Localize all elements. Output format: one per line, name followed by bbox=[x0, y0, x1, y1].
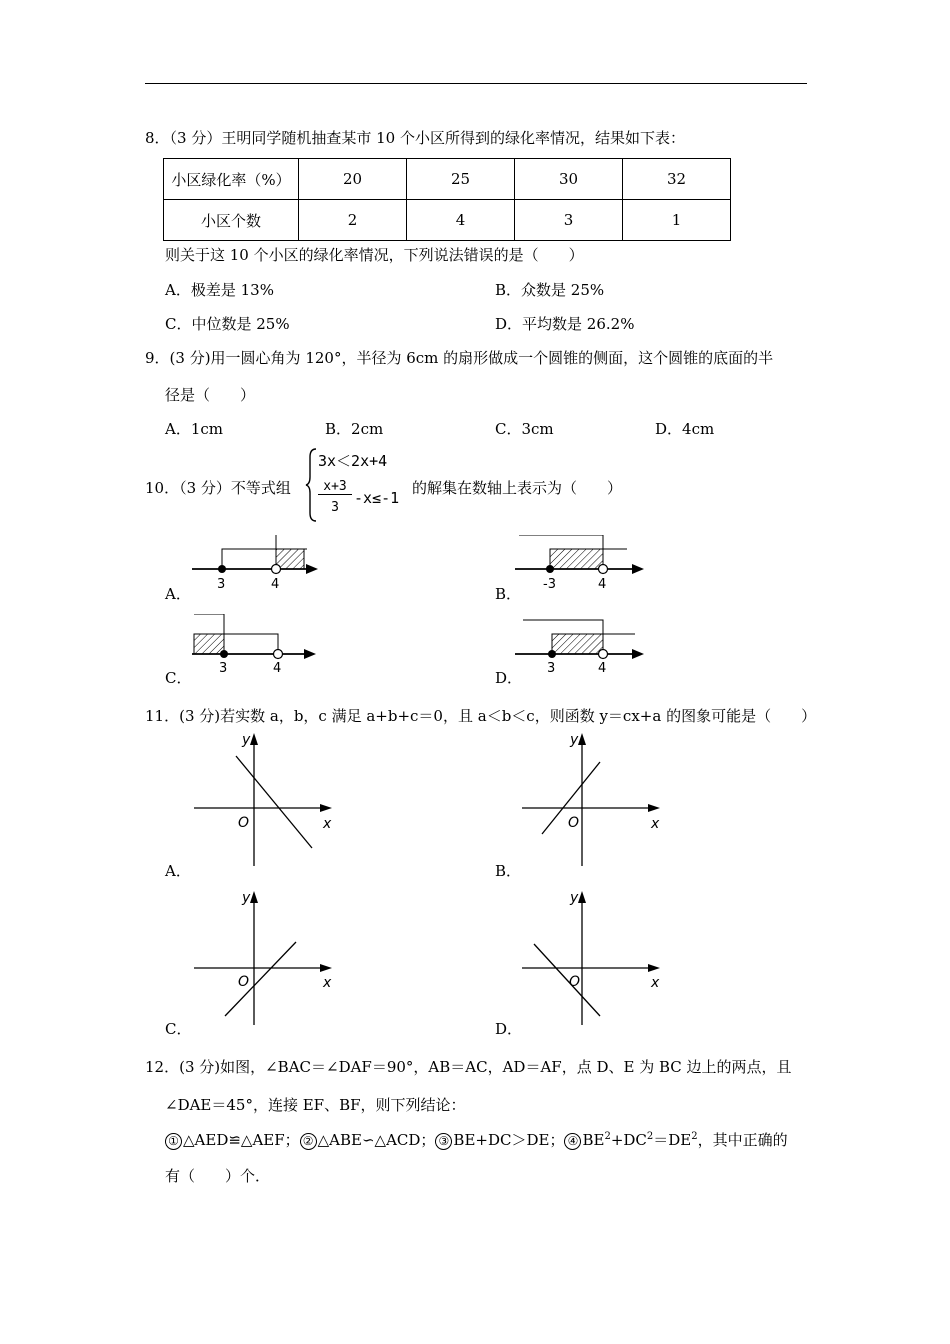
q10-option-c[interactable]: C． bbox=[165, 669, 192, 687]
table-row bbox=[164, 159, 731, 200]
q9-option-a[interactable]: A．1cm bbox=[165, 420, 224, 438]
tick-label: 4 bbox=[273, 661, 282, 674]
x-axis-label: x bbox=[323, 975, 332, 991]
x-axis-label: x bbox=[323, 816, 332, 832]
table-cell: 2 bbox=[299, 200, 407, 241]
table-cell: 4 bbox=[407, 200, 515, 241]
q9-option-d[interactable]: D．4cm bbox=[655, 420, 715, 438]
q8-table bbox=[163, 158, 731, 241]
tick-label: 3 bbox=[219, 661, 228, 674]
number-line-c[interactable] bbox=[192, 614, 322, 674]
conclusion-2: △ABE∽△ACD； bbox=[317, 1131, 436, 1149]
conclusion-4a: BE bbox=[582, 1131, 605, 1149]
q8-stem: 8．（3 分）王明同学随机抽查某市 10 个小区所得到的绿化率情况，结果如下表： bbox=[145, 129, 685, 147]
q10-ineq2-numerator: x+3 bbox=[318, 479, 352, 495]
tick-label: 3 bbox=[217, 577, 226, 592]
superscript: 2 bbox=[691, 1131, 698, 1142]
y-axis-label: y bbox=[242, 890, 251, 906]
q8-question: 则关于这 10 个小区的绿化率情况，下列说法错误的是（ ） bbox=[165, 246, 584, 264]
q12-conclusions bbox=[165, 1129, 788, 1150]
origin-label: O bbox=[238, 815, 250, 831]
q10-suffix: 的解集在数轴上表示为（ ） bbox=[412, 479, 623, 497]
graph-c[interactable] bbox=[190, 888, 340, 1028]
conclusion-4c: ＝DE bbox=[653, 1131, 692, 1149]
table-cell: 20 bbox=[299, 159, 407, 200]
conclusion-1: △AED≌△AEF； bbox=[183, 1131, 300, 1149]
graph-d[interactable] bbox=[518, 888, 668, 1028]
number-line-b[interactable] bbox=[515, 535, 650, 593]
brace-icon bbox=[305, 447, 317, 523]
q8-option-c[interactable]: C．中位数是 25% bbox=[165, 315, 290, 333]
q9-stem-line1: 9．(3 分)用一圆心角为 120°，半径为 6cm 的扇形做成一个圆锥的侧面，这个圆锥的底面的半 bbox=[145, 349, 774, 367]
tick-label: 4 bbox=[271, 577, 280, 592]
origin-label: O bbox=[568, 815, 580, 831]
q10-prefix: 10．（3 分）不等式组 bbox=[145, 479, 291, 497]
q8-option-d[interactable]: D．平均数是 26.2% bbox=[495, 315, 635, 333]
number-4-icon: ④ bbox=[564, 1133, 581, 1150]
q11-option-c[interactable]: C． bbox=[165, 1020, 192, 1038]
q9-option-c[interactable]: C．3cm bbox=[495, 420, 554, 438]
q11-option-b[interactable]: B． bbox=[495, 862, 522, 880]
conclusion-3: BE+DC＞DE； bbox=[453, 1131, 565, 1149]
table-cell: 30 bbox=[515, 159, 623, 200]
number-line-d[interactable] bbox=[515, 614, 650, 674]
q9-option-b[interactable]: B．2cm bbox=[325, 420, 384, 438]
tick-label: -3 bbox=[543, 577, 556, 592]
table-cell: 小区绿化率（%） bbox=[164, 159, 299, 200]
superscript: 2 bbox=[604, 1131, 611, 1142]
origin-label: O bbox=[238, 974, 250, 990]
table-cell: 1 bbox=[623, 200, 731, 241]
q12-line2: ∠DAE＝45°，连接 EF、BF，则下列结论： bbox=[165, 1096, 466, 1114]
table-cell: 25 bbox=[407, 159, 515, 200]
header-rule bbox=[145, 83, 807, 84]
q10-option-a[interactable]: A． bbox=[165, 585, 191, 603]
q10-ineq2-rest: -x≤-1 bbox=[354, 489, 400, 507]
conclusion-4d: ，其中正确的 bbox=[697, 1131, 788, 1149]
q11-stem: 11．(3 分)若实数 a，b，c 满足 a+b+c＝0，且 a＜b＜c，则函数 y＝cx+a 的图象可能是（ ） bbox=[145, 707, 817, 725]
q12-line1: 12．(3 分)如图，∠BAC＝∠DAF＝90°，AB＝AC，AD＝AF，点 D、E 为 BC 边上的两点，且 bbox=[145, 1058, 792, 1076]
tick-label: 3 bbox=[547, 661, 556, 674]
table-cell: 32 bbox=[623, 159, 731, 200]
table-row bbox=[164, 200, 731, 241]
q11-option-d[interactable]: D． bbox=[495, 1020, 523, 1038]
number-1-icon: ① bbox=[165, 1133, 182, 1150]
q10-option-d[interactable]: D． bbox=[495, 669, 523, 687]
number-line-a[interactable] bbox=[192, 535, 322, 593]
x-axis-label: x bbox=[651, 816, 660, 832]
q9-stem-line2: 径是（ ） bbox=[165, 386, 256, 404]
table-cell: 3 bbox=[515, 200, 623, 241]
q12-line4: 有（ ）个． bbox=[165, 1167, 271, 1185]
number-2-icon: ② bbox=[300, 1133, 317, 1150]
tick-label: 4 bbox=[598, 661, 607, 674]
table-cell: 小区个数 bbox=[164, 200, 299, 241]
y-axis-label: y bbox=[570, 732, 579, 748]
tick-label: 4 bbox=[598, 577, 607, 592]
y-axis-label: y bbox=[570, 890, 579, 906]
q11-option-a[interactable]: A． bbox=[165, 862, 191, 880]
superscript: 2 bbox=[646, 1131, 654, 1142]
q8-option-a[interactable]: A．极差是 13% bbox=[165, 281, 274, 299]
origin-label: O bbox=[569, 974, 581, 990]
y-axis-label: y bbox=[242, 732, 251, 748]
graph-a[interactable] bbox=[190, 730, 340, 870]
q10-ineq1: 3x＜2x+4 bbox=[318, 452, 388, 470]
q8-option-b[interactable]: B．众数是 25% bbox=[495, 281, 605, 299]
graph-b[interactable] bbox=[518, 730, 668, 870]
number-3-icon: ③ bbox=[435, 1133, 452, 1150]
x-axis-label: x bbox=[651, 975, 660, 991]
conclusion-4b: +DC bbox=[610, 1131, 647, 1149]
q10-option-b[interactable]: B． bbox=[495, 585, 522, 603]
q10-ineq2-denominator: 3 bbox=[331, 500, 339, 515]
